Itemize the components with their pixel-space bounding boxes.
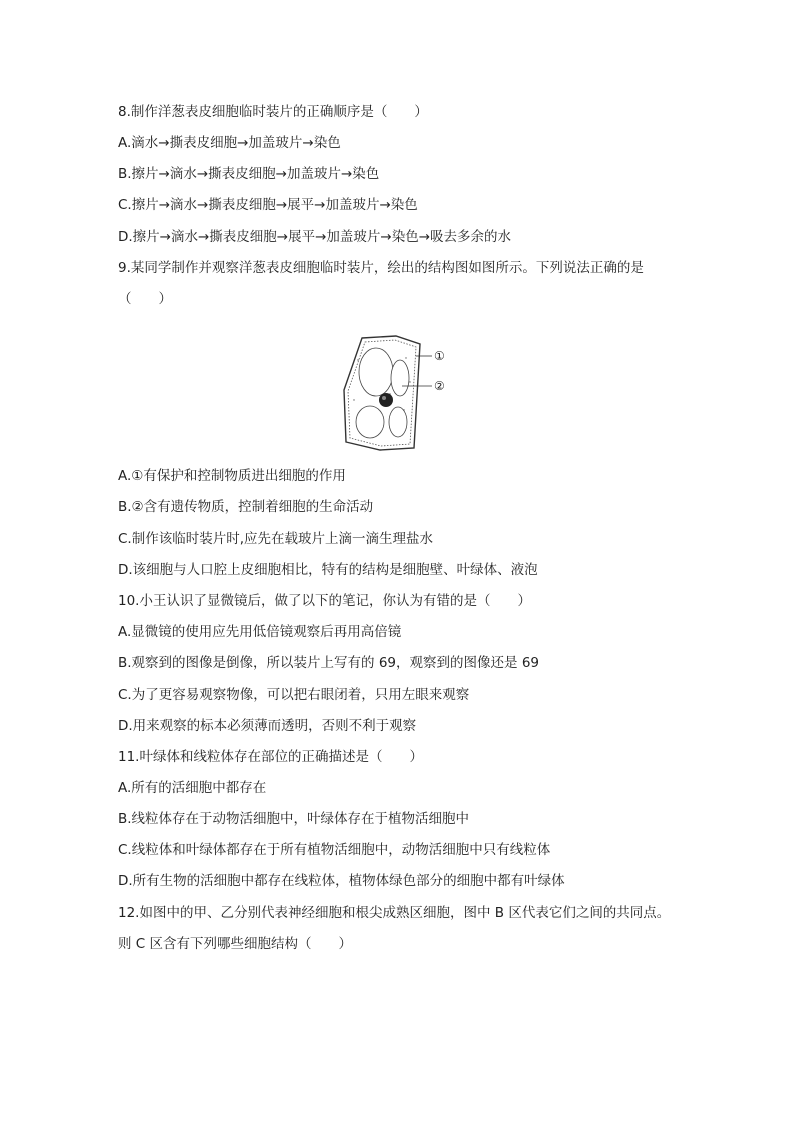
question-11-option-a: A.所有的活细胞中都存在	[118, 780, 267, 796]
figure-label-1: ①	[434, 349, 445, 363]
question-8-option-a: A.滴水→撕表皮细胞→加盖玻片→染色	[118, 135, 341, 151]
question-12-stem: 12.如图中的甲、乙分别代表神经细胞和根尖成熟区细胞，图中 B 区代表它们之间的共同点。	[118, 905, 671, 921]
question-8-option-b: B.擦片→滴水→撕表皮细胞→加盖玻片→染色	[118, 166, 380, 182]
vacuole-lower-right	[389, 407, 407, 437]
question-9-stem-cont: （ ）	[118, 291, 172, 307]
question-11-option-b: B.线粒体存在于动物活细胞中，叶绿体存在于植物活细胞中	[118, 811, 470, 827]
vacuole-upper-left	[359, 348, 393, 396]
question-11-stem: 11.叶绿体和线粒体存在部位的正确描述是（ ）	[118, 749, 423, 765]
question-10-option-b: B.观察到的图像是倒像，所以装片上写有的 69，观察到的图像还是 69	[118, 655, 539, 671]
question-8-stem: 8.制作洋葱表皮细胞临时装片的正确顺序是（ ）	[118, 104, 428, 120]
vacuole-lower-left	[356, 406, 384, 438]
figure-label-2: ②	[434, 379, 445, 393]
question-9-option-d: D.该细胞与人口腔上皮细胞相比，特有的结构是细胞壁、叶绿体、液泡	[118, 562, 538, 578]
question-9-option-b: B.②含有遗传物质，控制着细胞的生命活动	[118, 499, 374, 515]
question-10-option-a: A.显微镜的使用应先用低倍镜观察后再用高倍镜	[118, 624, 402, 640]
question-10-stem: 10.小王认识了显微镜后，做了以下的笔记，你认为有错的是（ ）	[118, 593, 531, 609]
question-9-stem: 9.某同学制作并观察洋葱表皮细胞临时装片，绘出的结构图如图所示。下列说法正确的是	[118, 260, 644, 276]
question-11-option-c: C.线粒体和叶绿体都存在于所有植物活细胞中，动物活细胞中只有线粒体	[118, 842, 551, 858]
question-11-option-d: D.所有生物的活细胞中都存在线粒体，植物体绿色部分的细胞中都有叶绿体	[118, 873, 565, 889]
question-8-option-d: D.擦片→滴水→撕表皮细胞→展平→加盖玻片→染色→吸去多余的水	[118, 229, 512, 245]
question-9-option-c: C.制作该临时装片时,应先在载玻片上滴一滴生理盐水	[118, 531, 434, 547]
question-9-option-a: A.①有保护和控制物质进出细胞的作用	[118, 468, 346, 484]
nucleolus	[382, 396, 386, 400]
question-8-option-c: C.擦片→滴水→撕表皮细胞→展平→加盖玻片→染色	[118, 197, 418, 213]
onion-cell-figure	[340, 330, 460, 454]
question-12-stem-cont: 则 C 区含有下列哪些细胞结构（ ）	[118, 936, 353, 952]
vacuole-upper-right	[391, 360, 409, 396]
nucleus	[379, 393, 393, 407]
question-10-option-d: D.用来观察的标本必须薄而透明，否则不利于观察	[118, 718, 417, 734]
question-10-option-c: C.为了更容易观察物像，可以把右眼闭着，只用左眼来观察	[118, 687, 470, 703]
onion-cell-diagram	[340, 330, 460, 454]
